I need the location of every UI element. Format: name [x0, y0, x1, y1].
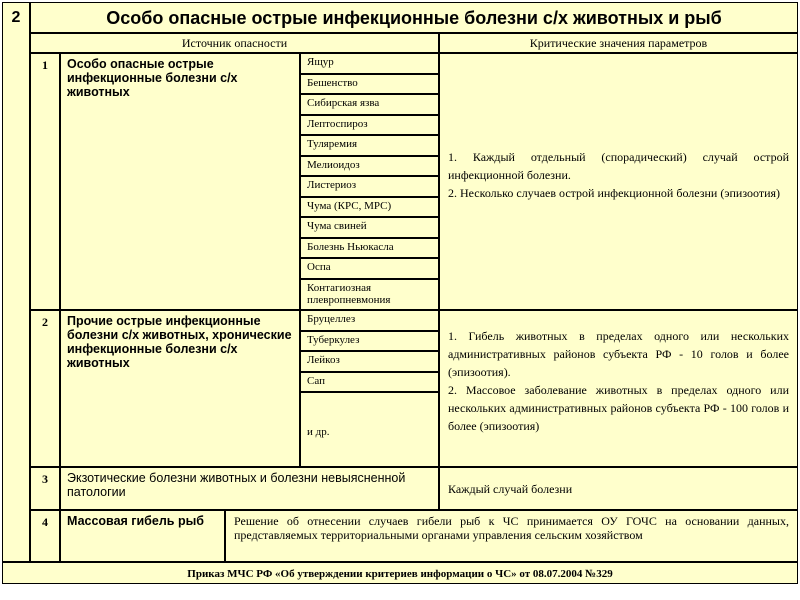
criterion-text: 1. Каждый отдельный (спорадический) случай острой инфекционной болезни.	[448, 150, 789, 182]
criterion-text: 1. Гибель животных в пределах одного или нескольких административных районов субъекта РФ - 10 голов и более (эпизоотия).	[448, 329, 789, 379]
disease-name: Чума свиней	[307, 220, 367, 232]
disease-cell	[300, 156, 439, 176]
disease-name: Сибирская язва	[307, 97, 380, 109]
disease-name: Контагиозная плевропневмония	[307, 282, 391, 306]
disease-name: Болезнь Ньюкасла	[307, 241, 394, 253]
disease-name: Туберкулез	[307, 334, 360, 346]
column-header-critical	[439, 33, 798, 53]
disease-cell	[300, 135, 439, 156]
section-2-criteria	[439, 310, 798, 467]
disease-cell	[300, 115, 439, 135]
disease-cell	[300, 217, 439, 238]
disease-cell	[300, 331, 439, 351]
header-number-cell	[2, 2, 30, 562]
disease-cell	[300, 176, 439, 197]
disease-cell	[300, 310, 439, 331]
disease-name: Сап	[307, 375, 325, 387]
page-title-text: Особо опасные острые инфекционные болезни с/х животных и рыб	[106, 8, 722, 28]
disease-name: Чума (КРС, МРС)	[307, 200, 392, 212]
criterion-text: Решение об отнесении случаев гибели рыб к ЧС принимается ОУ ГОЧС на основании данных, представляемых территориальными органами управления сельским хозяйством	[234, 514, 789, 542]
disease-name: Бешенство	[307, 77, 358, 89]
section-3-number	[30, 467, 60, 510]
header-number: 2	[11, 9, 21, 26]
section-2-title	[60, 310, 300, 467]
disease-cell	[300, 94, 439, 115]
section-1-number	[30, 53, 60, 310]
disease-cell	[300, 279, 439, 310]
disease-name: Лептоспироз	[307, 118, 368, 130]
criterion-text: 2. Несколько случаев острой инфекционной болезни (эпизоотия)	[448, 186, 781, 200]
disease-cell	[300, 74, 439, 94]
column-header-critical-text: Критические значения параметров	[529, 36, 708, 50]
disease-name: Оспа	[307, 261, 331, 273]
section-4-number-text: 4	[42, 515, 48, 529]
disease-cell	[300, 351, 439, 372]
section-1-title-text: Особо опасные острые инфекционные болезни с/х животных	[67, 57, 238, 99]
column-header-source	[30, 33, 439, 53]
section-2-title-text: Прочие острые инфекционные болезни с/х животных, хронические инфекционные болезни с/х животных	[67, 314, 292, 370]
disease-name: Листериоз	[307, 179, 357, 191]
section-3-title-text: Экзотические болезни животных и болезни невыясненной патологии	[67, 471, 406, 499]
disease-cell	[300, 53, 439, 74]
section-4-number	[30, 510, 60, 562]
disease-cell	[300, 372, 439, 392]
section-2-number-text: 2	[42, 315, 48, 329]
section-3-number-text: 3	[42, 472, 48, 486]
disease-name: Лейкоз	[307, 354, 340, 366]
section-1-criteria	[439, 53, 798, 310]
section-3-title	[60, 467, 439, 510]
section-1-title	[60, 53, 300, 310]
section-4-title	[60, 510, 225, 562]
criterion-text: 2. Массовое заболевание животных в пределах одного или нескольких административных районов субъекта РФ - 100 голов и более (эпизоотия)	[448, 383, 789, 433]
disease-name: Мелиоидоз	[307, 159, 360, 171]
section-3-criteria	[439, 467, 798, 510]
disease-cell	[300, 197, 439, 217]
disease-name: Ящур	[307, 56, 334, 68]
source-footer	[2, 562, 798, 584]
section-2-number	[30, 310, 60, 467]
section-4-criteria	[225, 510, 798, 562]
page-title	[30, 2, 798, 33]
section-4-title-text: Массовая гибель рыб	[67, 514, 204, 528]
criterion-text: Каждый случай болезни	[448, 482, 573, 496]
disease-name: и др.	[307, 426, 330, 438]
column-header-source-text: Источник опасности	[181, 36, 288, 50]
disease-name: Туляремия	[307, 138, 358, 150]
disease-cell	[300, 258, 439, 279]
disease-name: Бруцеллез	[307, 313, 356, 325]
section-1-number-text: 1	[42, 58, 48, 72]
disease-cell	[300, 392, 439, 467]
disease-cell	[300, 238, 439, 258]
source-footer-text: Приказ МЧС РФ «Об утверждении критериев информации о ЧС» от 08.07.2004 №329	[187, 568, 613, 580]
